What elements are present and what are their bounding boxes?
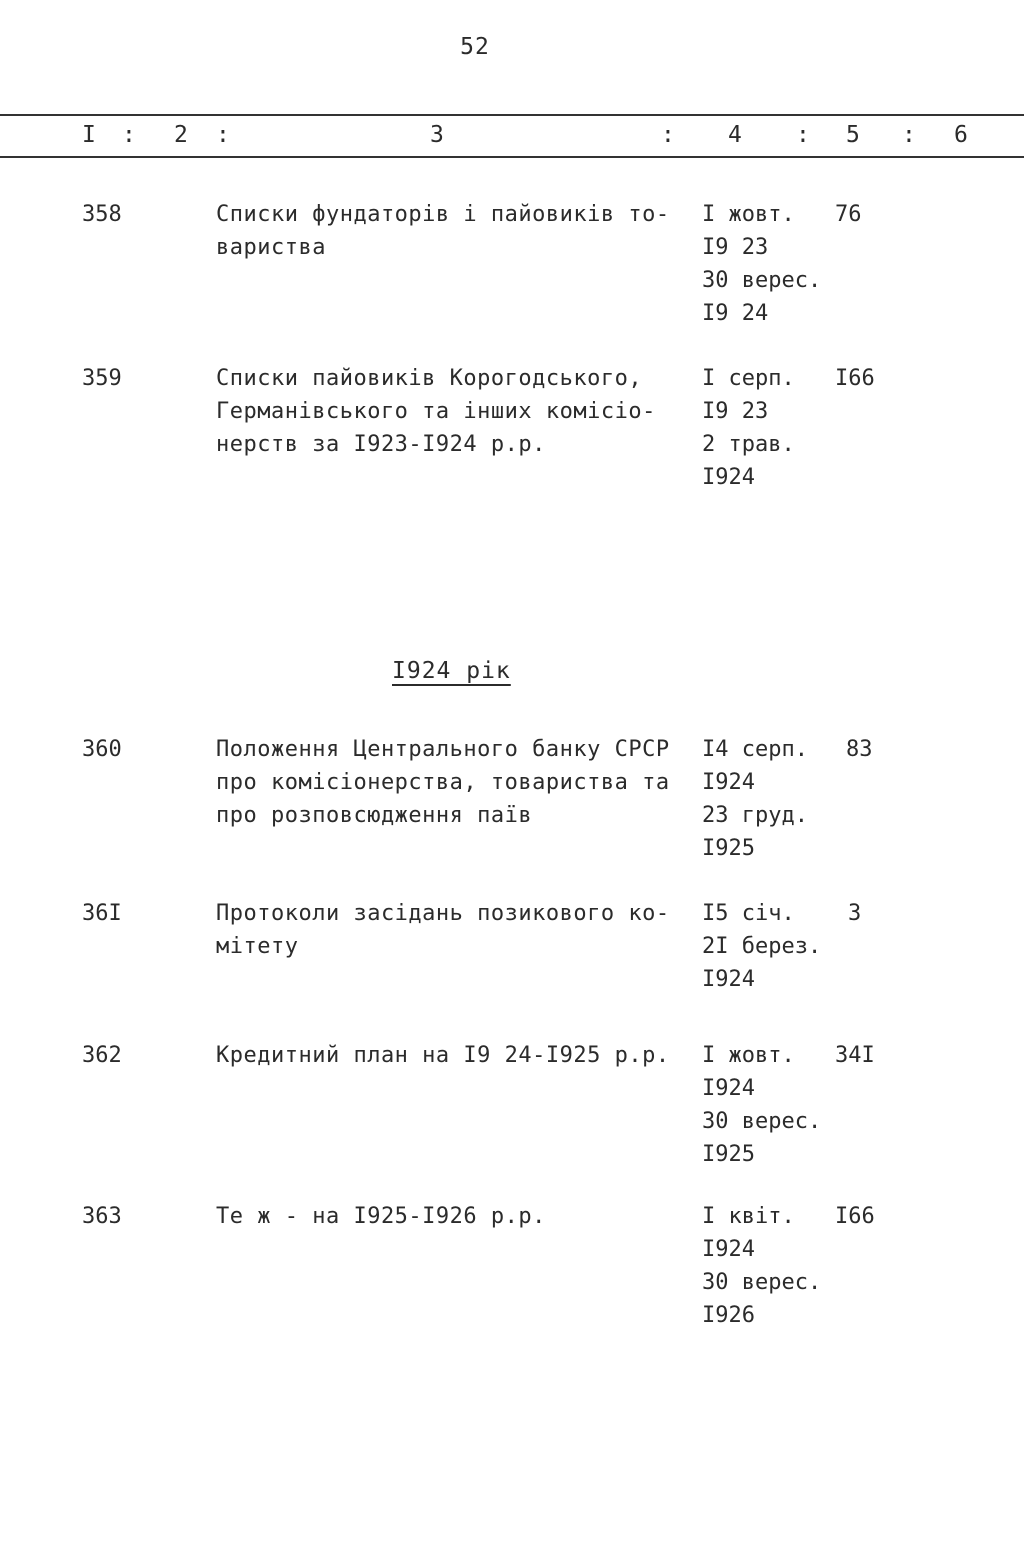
entry-number: 360	[82, 737, 122, 762]
entry-dates: I жовт. I924 30 верес. I925	[702, 1043, 822, 1167]
entry-number: 358	[82, 202, 122, 227]
entry-number: 362	[82, 1043, 122, 1068]
entry-title: Кредитний план на I9 24-I925 р.р.	[216, 1043, 670, 1068]
entry-sheet-count: 83	[846, 737, 873, 762]
header-top-rule	[0, 114, 1024, 116]
entry-sheet-count: 3	[848, 901, 862, 926]
header-bottom-rule	[0, 156, 1024, 158]
entry-number: 359	[82, 366, 122, 391]
section-heading-year: I924 рік	[392, 658, 511, 684]
column-header-5: 5	[846, 122, 860, 148]
entry-number: 36I	[82, 901, 122, 926]
entry-title: Положення Центрального банку СРСР про комісіонерства, товариства та про розповсюдження паїв	[216, 737, 670, 828]
entry-number: 363	[82, 1204, 122, 1229]
column-header-4: 4	[728, 122, 742, 148]
page-number: 52	[460, 34, 490, 60]
entry-dates: I квіт. I924 30 верес. I926	[702, 1204, 822, 1328]
column-separator: :	[661, 122, 675, 148]
column-separator: :	[122, 122, 136, 148]
entry-dates: I5 січ. 2I берез. I924	[702, 901, 822, 992]
entry-sheet-count: I66	[835, 1204, 875, 1229]
entry-title: Те ж - на I925-I926 р.р.	[216, 1204, 546, 1229]
entry-title: Протоколи засідань позикового ко- мітету	[216, 901, 670, 959]
entry-dates: I жовт. I9 23 30 верес. I9 24	[702, 202, 822, 326]
entry-title: Списки фундаторів і пайовиків то- вариства	[216, 202, 670, 260]
entry-dates: I серп. I9 23 2 трав. I924	[702, 366, 795, 490]
column-header-3: 3	[430, 122, 444, 148]
entry-dates: I4 серп. I924 23 груд. I925	[702, 737, 808, 861]
column-separator: :	[902, 122, 916, 148]
column-header-2: 2	[174, 122, 188, 148]
column-header-6: 6	[954, 122, 968, 148]
column-separator: :	[216, 122, 230, 148]
entry-sheet-count: 34I	[835, 1043, 875, 1068]
column-separator: :	[796, 122, 810, 148]
entry-title: Списки пайовиків Корогодського, Германівського та інших комісіо- нерств за I923-I924 р.р.	[216, 366, 656, 457]
column-header-1: I	[82, 122, 96, 148]
entry-sheet-count: 76	[835, 202, 862, 227]
entry-sheet-count: I66	[835, 366, 875, 391]
